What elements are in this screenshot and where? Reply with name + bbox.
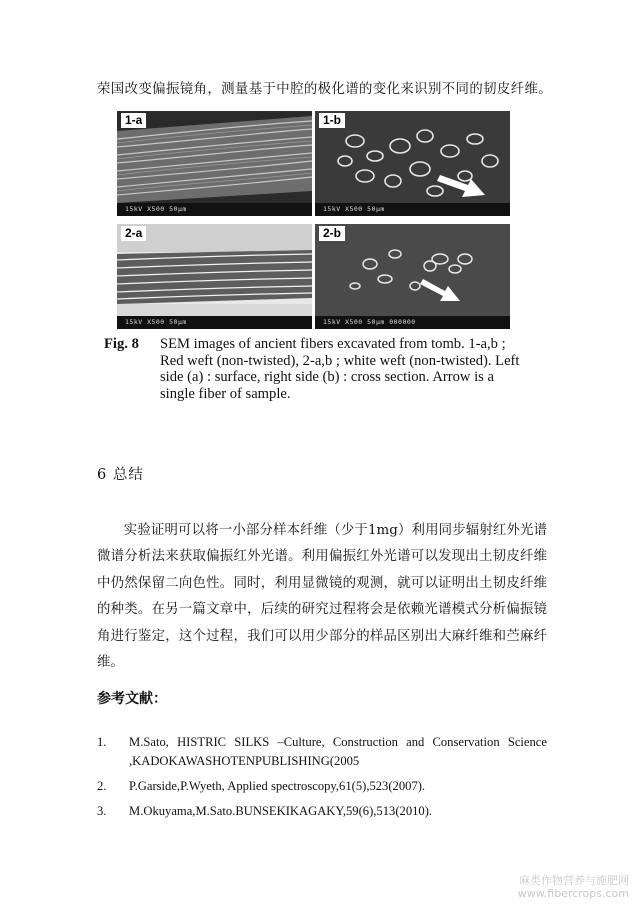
sem-panel-2b	[315, 224, 510, 329]
sem-panel-1b	[315, 111, 510, 216]
scale-bar-text: 15kV X500 50μm	[125, 205, 187, 213]
scale-bar-text: 15kV X500 50μm	[125, 318, 187, 326]
watermark	[518, 874, 629, 900]
sem-panel-2a	[117, 224, 312, 329]
figure-caption-text: SEM images of ancient fibers excavated from tomb. 1-a,b ; Red weft (non-twisted), 2-a,b ; white weft (non-twisted). Left side (a) : surface, right side (b) : cross section. Arrow is a single fiber of sample.	[160, 336, 520, 402]
reference-list	[97, 733, 547, 827]
reference-item	[97, 733, 547, 771]
scale-bar-text: 15kV X500 50μm 000000	[323, 318, 416, 326]
figure-caption	[104, 336, 524, 402]
panel-label: 1-b	[319, 113, 345, 128]
reference-text: P.Garside,P.Wyeth, Applied spectroscopy,61(5),523(2007).	[129, 779, 426, 793]
section-heading: 6 总结	[97, 467, 144, 483]
reference-number: 1.	[97, 735, 107, 749]
figure-number: Fig. 8	[104, 336, 139, 352]
reference-number: 3.	[97, 804, 107, 818]
references-heading: 参考文献：	[97, 691, 167, 707]
sem-figure	[117, 111, 510, 329]
reference-text: M.Okuyama,M.Sato.BUNSEKIKAGAKY,59(6),513(2010).	[129, 804, 433, 818]
reference-number: 2.	[97, 779, 107, 793]
watermark-line: 麻类作物营养与施肥网	[519, 874, 629, 887]
panel-label: 1-a	[121, 113, 146, 128]
sem-panel-1a	[117, 111, 312, 216]
panel-label: 2-b	[319, 226, 345, 241]
reference-item	[97, 777, 547, 796]
reference-item	[97, 802, 547, 821]
body-text-line: 荣国改变偏振镜角，测量基于中腔的极化谱的变化来识别不同的韧皮纤维。	[97, 82, 553, 97]
scale-bar-text: 15kV X500 50μm	[323, 205, 385, 213]
reference-text: M.Sato, HISTRIC SILKS –Culture, Construction and Conservation Science ,KADOKAWASHOTENPUBLISHING(2005	[129, 735, 547, 768]
panel-label: 2-a	[121, 226, 146, 241]
body-paragraph: 实验证明可以将一小部分样本纤维（少于1mg）利用同步辐射红外光谱微谱分析法来获取偏振红外光谱。利用偏振红外光谱可以发现出土韧皮纤维中仍然保留二向色性。同时，利用显微镜的观测，就可以证明出土韧皮纤维的种类。在另一篇文章中，后续的研究过程将会是依赖光谱模式分析偏振镜角进行鉴定，这个过程，我们可以用少部分的样品区别出大麻纤维和苎麻纤维。	[97, 523, 547, 671]
watermark-url: www.fibercrops.com	[517, 887, 629, 900]
